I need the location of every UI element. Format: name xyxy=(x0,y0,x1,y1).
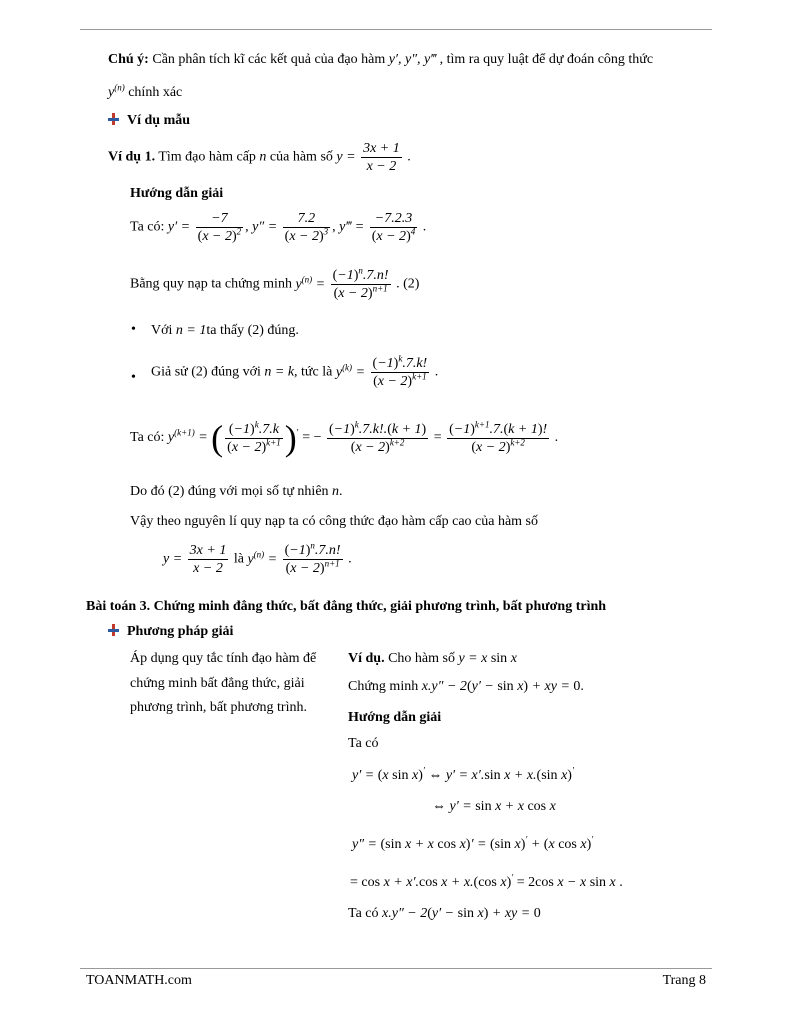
first-derivatives: Ta có: y′ = $\frac{-7}{(x - 2)^2}$ , y″ = $\frac{7.2}{(x - 2)^3}$ , y‴ = $\frac{-7.2.3}{(x - 2)^4}$ . xyxy=(130,211,427,244)
method-line-2: chứng minh bất đẳng thức, giải xyxy=(130,676,305,691)
method-line-1: Áp dụng quy tắc tính đạo hàm để xyxy=(130,651,317,666)
example-1-statement: Ví dụ 1. Tìm đạo hàm cấp n của hàm số y = $\frac{3x + 1}{x - 2}$ . xyxy=(108,141,411,174)
derivative-step-1: y′ = (x sin x)′ ⇔ y′ = x′.sin x + x.(sin x)′ xyxy=(352,765,574,783)
method-heading: Phương pháp giải xyxy=(108,623,233,641)
derivative-step-2: ⇔ y′ = sin x + x cos x xyxy=(432,799,556,814)
guide-title-1: Hướng dẫn giải xyxy=(130,186,224,201)
note-label: Chú ý: xyxy=(108,52,149,67)
taco-2: Ta có xyxy=(348,736,379,751)
header-rule xyxy=(80,29,712,30)
induction-step: Ta có: $y^{(k+1)}$ = ( $\frac{(-1)^k.7.k}{(x - 2)^{k+1}}$ )′ = − $\frac{(-1)^k.7.k!.(k + 1)}{(x - 2)^{k+2}}$ = $\frac{(-1)^{k+1}.7.(k + 1)!}{(x - 2)^{k+2}}$ . xyxy=(130,418,559,458)
bullet-2: Giả sử (2) đúng với n = k, tức là $y^{(k)}$ = $\frac{(-1)^k.7.k!}{(x - 2)^{k+1}}$ . xyxy=(151,353,439,389)
second-derivative-2: = cos x + x′.cos x + x.(cos x)′ = 2cos x − x sin x . xyxy=(350,872,623,890)
final-formula: y = $\frac{3x + 1}{x - 2}$ là $y^{(n)}$ = $\frac{(-1)^n.7.n!}{(x - 2)^{n+1}}$ . xyxy=(163,540,352,576)
guide-title-2: Hướng dẫn giải xyxy=(348,710,442,725)
pin-icon xyxy=(108,624,119,636)
conclusion-2: Vậy theo nguyên lí quy nạp ta có công thức đạo hàm cấp cao của hàm số xyxy=(130,514,539,529)
prove-statement: Chứng minh x.y″ − 2(y′ − sin x) + xy = 0. xyxy=(348,679,584,694)
pin-icon xyxy=(108,113,119,125)
bullet-1: Với n = 1ta thấy (2) đúng. xyxy=(151,323,299,338)
problem-3-heading: Bài toán 3. Chứng minh đẳng thức, bất đẳng thức, giải phương trình, bất phương trình xyxy=(86,599,607,614)
induction-claim: Bằng quy nạp ta chứng minh $y^{(n)}$ = $\frac{(-1)^n.7.n!}{(x - 2)^{n+1}}$ . (2) xyxy=(130,265,420,301)
note-line-2: $y^{(n)}$ chính xác xyxy=(108,82,183,100)
example-2-statement: Ví dụ. Cho hàm số y = x sin x xyxy=(348,651,517,666)
section-example-heading: Ví dụ mẫu xyxy=(108,112,190,130)
note-line-1: Chú ý: Cần phân tích kĩ các kết quả của đạo hàm y′, y″, y‴ , tìm ra quy luật để dự đoán công thức xyxy=(108,52,654,67)
conclusion-1: Do đó (2) đúng với mọi số tự nhiên n. xyxy=(130,484,343,499)
bullet-dot: • xyxy=(131,370,136,385)
method-line-3: phương trình, bất phương trình. xyxy=(130,700,307,715)
final-check: Ta có x.y″ − 2(y′ − sin x) + xy = 0 xyxy=(348,906,541,921)
bullet-dot: • xyxy=(131,322,136,337)
second-derivative-1: y″ = (sin x + x cos x)′ = (sin x)′ + (x cos x)′ xyxy=(352,834,594,852)
function-fraction: $\frac{3x + 1}{x - 2}$ xyxy=(363,141,400,174)
footer-page: Trang 8 xyxy=(662,973,706,988)
footer-rule xyxy=(80,968,712,969)
footer-site: TOANMATH.com xyxy=(86,973,192,988)
